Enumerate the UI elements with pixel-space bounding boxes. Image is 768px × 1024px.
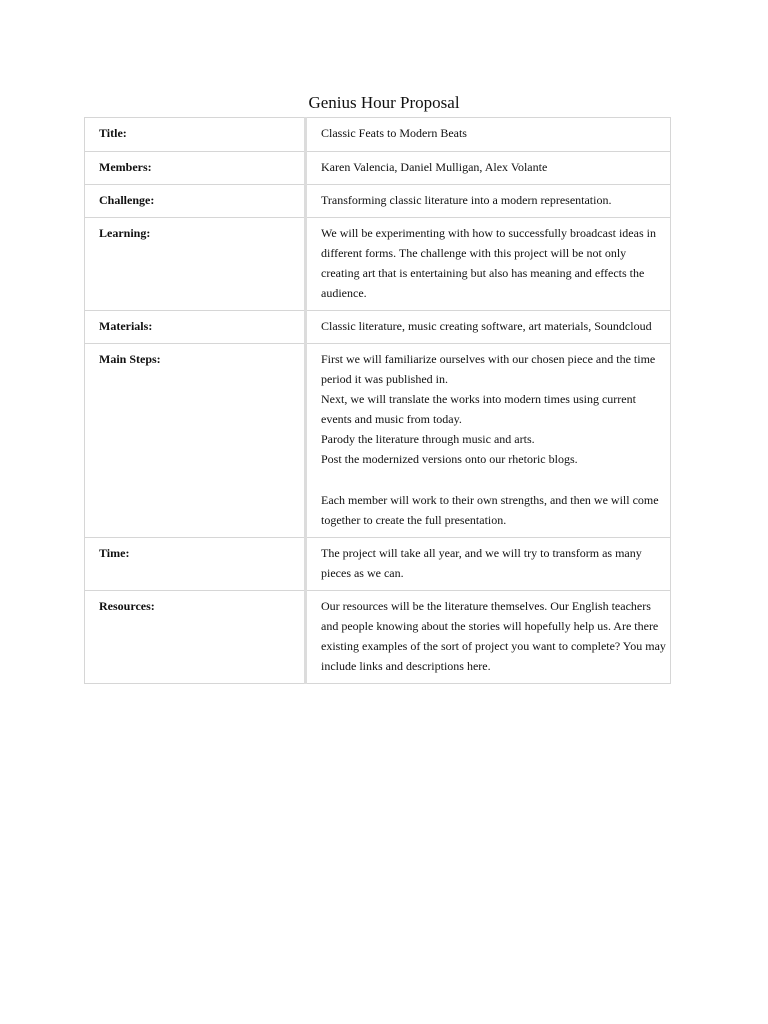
table-row-members (85, 152, 671, 185)
main-steps-value-line: events and music from today. (321, 412, 462, 426)
main-steps-value (306, 344, 671, 538)
table-row-materials (85, 311, 671, 344)
learning-value-line: We will be experimenting with how to successfully broadcast ideas in (321, 226, 656, 240)
resources-value-line: existing examples of the sort of project you want to complete? You may (321, 639, 666, 653)
main-steps-value-line: Post the modernized versions onto our rhetoric blogs. (321, 452, 578, 466)
table-row-challenge (85, 185, 671, 218)
learning-value-line: audience. (321, 286, 367, 300)
materials-value (306, 311, 671, 344)
resources-label: Resources: (85, 591, 306, 684)
title-value-line: Classic Feats to Modern Beats (321, 126, 467, 140)
resources-value (306, 591, 671, 684)
table-row-time (85, 538, 671, 591)
page-title: Genius Hour Proposal (308, 93, 460, 112)
learning-value (306, 218, 671, 311)
paragraph-spacer (321, 469, 656, 490)
challenge-label: Challenge: (85, 185, 306, 218)
resources-value-line: Our resources will be the literature themselves. Our English teachers (321, 599, 651, 613)
table-row-title (85, 118, 671, 152)
time-value-line: The project will take all year, and we will try to transform as many (321, 546, 642, 560)
members-value-line: Karen Valencia, Daniel Mulligan, Alex Volante (321, 160, 548, 174)
learning-value-line: creating art that is entertaining but also has meaning and effects the (321, 266, 645, 280)
main-steps-value-line: Next, we will translate the works into modern times using current (321, 392, 636, 406)
time-value-line: pieces as we can. (321, 566, 404, 580)
proposal-table (84, 117, 671, 684)
materials-label: Materials: (85, 311, 306, 344)
resources-value-line: and people knowing about the stories will hopefully help us. Are there (321, 619, 659, 633)
time-label: Time: (85, 538, 306, 591)
members-value (306, 152, 671, 185)
main-steps-label: Main Steps: (85, 344, 306, 538)
main-steps-value-line: Parody the literature through music and arts. (321, 432, 535, 446)
materials-value-line: Classic literature, music creating software, art materials, Soundcloud (321, 319, 652, 333)
resources-value-line: include links and descriptions here. (321, 659, 491, 673)
members-label: Members: (85, 152, 306, 185)
main-steps-value-line: First we will familiarize ourselves with our chosen piece and the time (321, 352, 656, 366)
title-value (306, 118, 671, 152)
challenge-value-line: Transforming classic literature into a modern representation. (321, 193, 612, 207)
main-steps-value-line: Each member will work to their own strengths, and then we will come (321, 493, 659, 507)
title-label: Title: (85, 118, 306, 152)
main-steps-value-line: together to create the full presentation. (321, 513, 507, 527)
table-row-resources (85, 591, 671, 684)
time-value (306, 538, 671, 591)
table-row-learning (85, 218, 671, 311)
main-steps-value-line: period it was published in. (321, 372, 448, 386)
table-row-main-steps (85, 344, 671, 538)
learning-label: Learning: (85, 218, 306, 311)
challenge-value (306, 185, 671, 218)
learning-value-line: different forms. The challenge with this project will be not only (321, 246, 627, 260)
